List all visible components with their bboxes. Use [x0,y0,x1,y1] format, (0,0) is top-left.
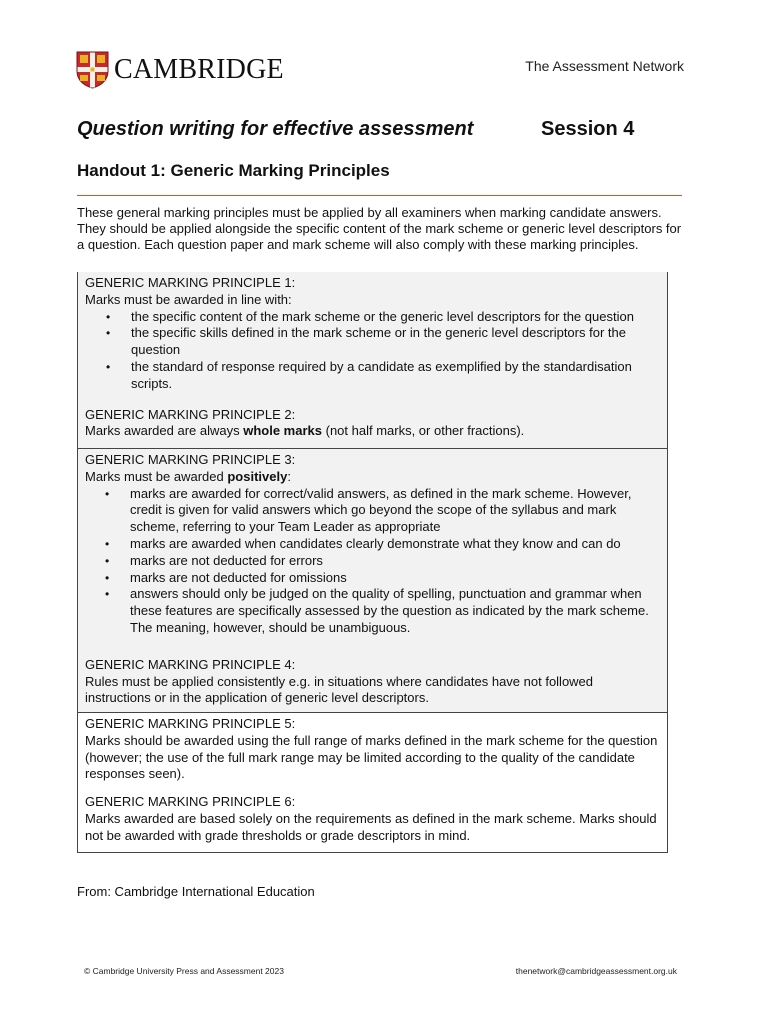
footer-email: thenetwork@cambridgeassessment.org.uk [515,966,677,976]
handout-title: Handout 1: Generic Marking Principles [77,161,390,180]
whole-marks-emphasis: whole marks [243,423,322,439]
principle-2-text: Marks awarded are always whole marks (not half marks, or other fractions). [85,423,525,439]
principle-1-list [85,309,660,393]
principle-1-text: Marks must be awarded in line with: [85,291,292,307]
list-item: • the specific content of the mark scheme or the generic level descriptors for the question [85,309,660,326]
list-item: • answers should only be judged on the quality of spelling, punctuation and grammar when these features are specifically assessed by the question as indicated by the mark scheme. The meaning, however, should be unambiguous. [85,586,660,636]
page-title: Question writing for effective assessment [77,118,474,140]
principle-5-heading: GENERIC MARKING PRINCIPLE 5: [85,716,296,731]
network-name: The Assessment Network [525,58,684,74]
principle-6-text: Marks awarded are based solely on the requirements as defined in the mark scheme. Marks should not be awarded with grade thresholds or grade descriptors in mind. [85,810,657,843]
source-note: From: Cambridge International Education [77,884,315,899]
list-item: • marks are awarded when candidates clearly demonstrate what they know and can do [85,536,660,553]
session-label: Session 4 [541,118,635,140]
principle-5-text: Marks should be awarded using the full range of marks defined in the mark scheme for the question (however; the use of the full mark range may be limited according to the quality of the candidate responses seen). [85,732,658,782]
principle-3-heading: GENERIC MARKING PRINCIPLE 3: [85,452,296,467]
principle-3-text: Marks must be awarded positively: [85,468,291,484]
list-item: • the standard of response required by a candidate as exemplified by the standardisation scripts. [85,359,660,393]
principle-4-heading: GENERIC MARKING PRINCIPLE 4: [85,656,296,672]
principle-1-heading: GENERIC MARKING PRINCIPLE 1: [85,275,296,290]
cambridge-shield-icon [76,51,109,89]
brand-wordmark: CAMBRIDGE [114,54,284,85]
cambridge-logo [76,51,284,89]
list-item: • the specific skills defined in the mark scheme or in the generic level descriptors for the question [85,325,660,359]
principles-box-3 [77,713,668,853]
positively-emphasis: positively [227,468,288,484]
list-item: • marks are not deducted for omissions [85,570,660,587]
principles-box-2 [77,449,668,713]
footer-copyright: © Cambridge University Press and Assessment 2023 [84,966,284,976]
principle-6-heading: GENERIC MARKING PRINCIPLE 6: [85,794,296,810]
intro-paragraph: These general marking principles must be applied by all examiners when marking candidate answers. They should be applied alongside the specific content of the mark scheme or generic level descriptors for a question. Each question paper and mark scheme will also comply with these marking principles. [77,205,682,252]
header-divider [77,195,682,196]
list-item: • marks are not deducted for errors [85,553,660,570]
list-item: • marks are awarded for correct/valid answers, as defined in the mark scheme. However, credit is given for valid answers which go beyond the scope of the syllabus and mark scheme, referring to your Team Leader as appropriate [85,486,660,536]
principles-box-1 [77,272,668,449]
principle-3-list [85,486,660,637]
principle-4-text: Rules must be applied consistently e.g. in situations where candidates have not followed instructions or in the application of generic level descriptors. [85,673,594,706]
principle-2-heading: GENERIC MARKING PRINCIPLE 2: [85,406,296,422]
